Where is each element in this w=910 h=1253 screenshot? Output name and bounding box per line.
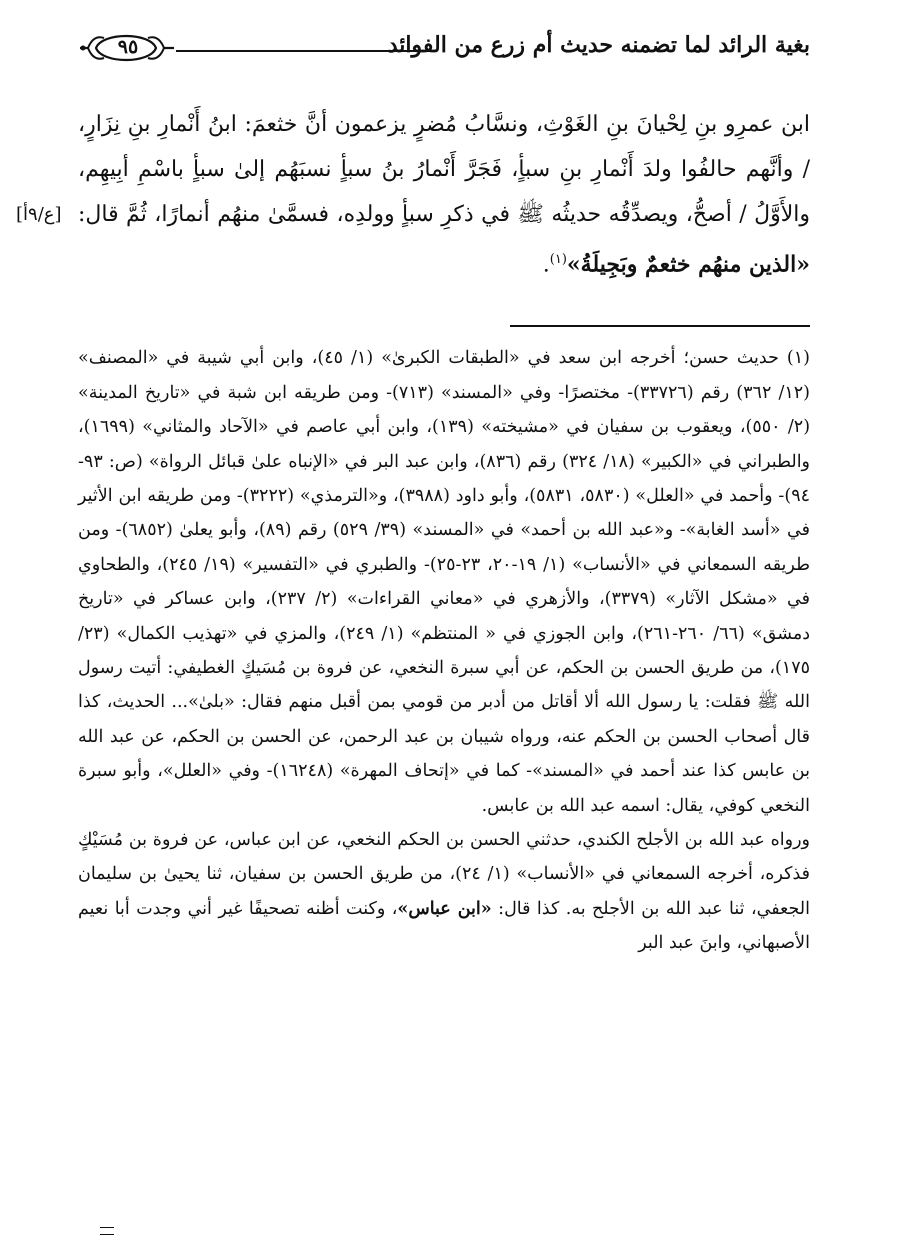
page-number: ٩٥ <box>117 36 139 58</box>
footnote-1: (١) حديث حسن؛ أخرجه ابن سعد في «الطبقات الكبرىٰ» (١/ ٤٥)، وابن أبي شيبة في «المصنف» (١٢/ ٣٦٢) رقم (٣٣٧٢٦)- مختصرًا- وفي «المسند» (٧١٣)- ومن طريقه ابن شبة في «تاريخ المدينة» (٢/ ٥٥٠)، ويعقوب بن سفيان في «مشيخته» (١٣٩)، وابن أبي عاصم في «الآحاد والمثاني» (١٦٩٩)، والطبراني في «الكبير» (١٨/ ٣٢٤) رقم (٨٣٦)، وابن عبد البر في «الإنباه علىٰ قبائل الرواة» (ص: ٩٣- ٩٤)- وأحمد في «العلل» (٥٨٣٠، ٥٨٣١)، وأبو داود (٣٩٨٨)، و«الترمذي» (٣٢٢٢)- ومن طريقه ابن الأثير في «أسد الغابة»- و«عبد الله بن أحمد» في «المسند» (٣٩/ ٥٢٩) رقم (٨٩)، وأبو يعلىٰ (٦٨٥٢)- ومن طريقه السمعاني في «الأنساب» (١/ ١٩-٢٠، ٢٣-٢٥)- والطبري في «التفسير» (١٩/ ٢٤٥)، والطحاوي في «مشكل الآثار» (٣٣٧٩)، والأزهري في «معاني القراءات» (٢/ ٢٣٧)، وابن عساكر في «تاريخ دمشق» (٦٦/ ٢٦٠-٢٦١)، وابن الجوزي في « المنتظم» (١/ ٢٤٩)، والمزي في «تهذيب الكمال» (٢٣/ ١٧٥)، من طريق الحسن بن الحكم، عن أبي سبرة النخعي، عن فروة بن مُسَيكٍ الغطيفي: أتيت رسول الله ﷺ فقلت: يا رسول الله ألا أقاتل من أدبر من قومي بمن أقبل منهم فقال: «بلىٰ»... الحديث، كذا قال أصحاب الحسن بن الحكم عنه، ورواه شيبان بن عبد الرحمن، عن الحسن بن الحكم، عن عبد الله بن عابس كذا عند أحمد في «المسند»- كما في «إتحاف المهرة» (١٦٢٤٨)- وفي «العلل»، وأبو سبرة النخعي كوفي، يقال: اسمه عبد الله بن عابس. <box>78 348 811 816</box>
footnote-emphasis: «ابن عباس» <box>397 898 492 919</box>
main-text <box>16 102 810 287</box>
footnote-text-run: ورواه عبد الله بن الأجلح الكندي، حدثني الحسن بن الحكم النخعي، عن ابن عباس، عن فروة بن مُسَيْكٍ فذكره، أخرجه السمعاني في «الأنساب» (١/ ٢٤)، من طريق الحسن بن سفيان، ثنا يحيىٰ بن سليمان الجعفي، ثنا عبد الله بن الأجلح به. كذا قال: <box>78 830 810 919</box>
footnote-separator <box>510 325 810 327</box>
footnote-continues-mark <box>100 1227 114 1235</box>
running-title: بغية الرائد لما تضمنه حديث أم زرع من الفوائد <box>387 32 810 58</box>
folio-marker: [ع/٩أ] <box>16 204 62 225</box>
footnote-continuation <box>78 823 810 961</box>
page-header <box>78 28 810 68</box>
main-paragraph <box>78 102 810 287</box>
footnote-reference: (١) <box>549 252 567 267</box>
hadith-quote: «الذين منهُم خثعمٌ وبَجِيلَةُ» <box>566 251 810 278</box>
main-text-end: . <box>542 252 550 278</box>
footnote-text-end: ، وكنت أظنه تصحيفًا غير أني وجدت أبا نعيم الأصبهاني، وابنَ عبد البر <box>78 898 810 954</box>
header-rule <box>176 50 430 52</box>
main-text-run: ابن عمرِو بنِ لِحْيانَ بنِ الغَوْثِ، ونسَّابُ مُضرٍ يزعمون أنَّ خثعمَ: ابنُ أَنْمارِ بنِ نِزَارٍ، / وأنَّهم حالفُوا ولدَ أَنْمارِ بنِ سبأٍ، فَجَرَّ أَنْمارُ بنُ سبأٍ نسبَهُم إلىٰ سبأٍ باسْمِ أبِيهِم، والأَوَّلُ / أصحُّ، ويصدِّقُه حديثُه ﷺ في ذكرِ سبأٍ وولدِه، فسمَّىٰ منهُم أنمارًا، ثُمَّ قال: <box>78 112 810 227</box>
footnotes <box>78 341 810 960</box>
